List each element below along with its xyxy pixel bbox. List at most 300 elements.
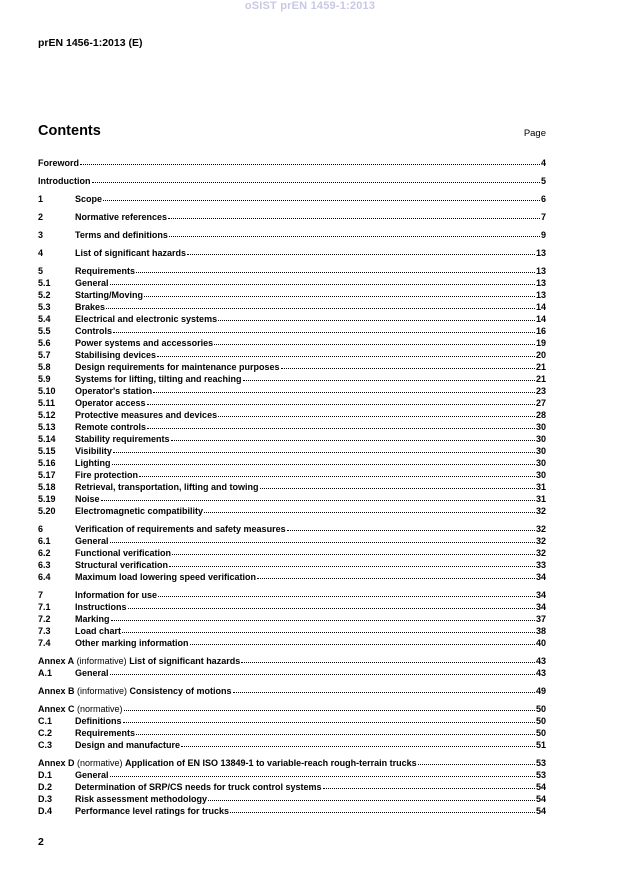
toc-entry[interactable]: [38, 325, 546, 337]
toc-entry-page: 53: [535, 758, 546, 768]
toc-entry-title: [75, 571, 256, 583]
toc-entry-title-text: Terms and definitions: [75, 230, 168, 240]
toc-entry[interactable]: [38, 637, 546, 649]
toc-entry-title-text: Noise: [75, 494, 100, 504]
toc-group: [38, 229, 546, 241]
toc-entry-page: 5: [540, 176, 546, 186]
toc-entry-title-text: Determination of SRP/CS needs for truck control systems: [75, 782, 322, 792]
toc-entry-page: 30: [535, 458, 546, 468]
toc-entry-number: 5.8: [38, 362, 51, 372]
toc-entry[interactable]: [38, 211, 546, 223]
toc-entry-title-text: Foreword: [38, 158, 80, 168]
toc-entry-title-text: Design requirements for maintenance purposes: [75, 362, 280, 372]
toc-entry-page: 7: [540, 212, 546, 222]
toc-entry[interactable]: [38, 727, 546, 739]
toc-leader-dots: [168, 211, 540, 219]
toc-leader-dots: [169, 559, 535, 567]
toc-leader-dots: [323, 781, 535, 789]
toc-entry-title-text: Controls: [75, 326, 112, 336]
toc-entry-page: 14: [535, 314, 546, 324]
toc-entry-title: [75, 325, 112, 337]
toc-entry-page: 34: [535, 590, 546, 600]
toc-entry-number: 5.16: [38, 458, 56, 468]
toc-entry-number: 7: [38, 590, 44, 600]
toc-entry-number: C.1: [38, 716, 53, 726]
toc-leader-dots: [243, 373, 535, 381]
toc-entry-page: 13: [535, 278, 546, 288]
toc-entry-page: 33: [535, 560, 546, 570]
toc-leader-dots: [281, 361, 535, 369]
toc-leader-dots: [110, 667, 535, 675]
toc-entry-title-text: Requirements: [75, 266, 136, 276]
toc-leader-dots: [122, 625, 535, 633]
toc-entry-number: 5.10: [38, 386, 56, 396]
toc-entry-title: [75, 805, 229, 817]
toc-entry[interactable]: [38, 601, 546, 613]
toc-entry-page: 28: [535, 410, 546, 420]
toc-entry-page: 50: [535, 728, 546, 738]
toc-entry-annex-type: (informative): [74, 686, 130, 696]
toc-entry-number: 5.14: [38, 434, 56, 444]
toc-entry-number: 2: [38, 212, 44, 222]
toc-leader-dots: [287, 523, 535, 531]
toc-leader-dots: [136, 727, 535, 735]
toc-entry-title-text: Electrical and electronic systems: [75, 314, 218, 324]
toc-entry-title-text: Definitions: [75, 716, 122, 726]
toc-entry-annex-title: Application of EN ISO 13849-1 to variable-reach rough-terrain trucks: [125, 758, 417, 768]
toc-entry-title: [75, 337, 213, 349]
document-id: prEN 1456-1:2013 (E): [38, 37, 143, 49]
toc-entry-number: 6.3: [38, 560, 51, 570]
toc-group: [38, 193, 546, 205]
toc-entry-title: [75, 613, 110, 625]
table-of-contents: [38, 157, 546, 823]
toc-entry-page: 38: [535, 626, 546, 636]
toc-entry-title-text: Normative references: [75, 212, 168, 222]
toc-entry[interactable]: [38, 781, 546, 793]
toc-entry[interactable]: [38, 715, 546, 727]
toc-leader-dots: [187, 247, 535, 255]
toc-entry[interactable]: [38, 397, 546, 409]
toc-entry-title-text: Fire protection: [75, 470, 139, 480]
toc-leader-dots: [147, 397, 535, 405]
toc-leader-dots: [110, 277, 535, 285]
toc-entry-number: 7.3: [38, 626, 51, 636]
toc-entry-number: A.1: [38, 668, 53, 678]
toc-entry-title: [75, 457, 111, 469]
toc-entry-number: 7.1: [38, 602, 51, 612]
toc-leader-dots: [172, 547, 535, 555]
toc-entry-title-text: Structural verification: [75, 560, 169, 570]
toc-entry-title: [75, 445, 112, 457]
toc-entry[interactable]: [38, 571, 546, 583]
toc-entry-page: 50: [535, 704, 546, 714]
toc-entry-title-text: Information for use: [75, 590, 158, 600]
toc-leader-dots: [113, 445, 535, 453]
toc-entry-page: 54: [535, 806, 546, 816]
toc-entry-number: 5.5: [38, 326, 51, 336]
toc-group: [38, 157, 546, 169]
toc-entry-title: [38, 655, 240, 667]
toc-entry-number: 5.13: [38, 422, 56, 432]
toc-entry-page: 30: [535, 446, 546, 456]
toc-entry[interactable]: [38, 769, 546, 781]
toc-leader-dots: [113, 325, 535, 333]
toc-entry-page: 32: [535, 536, 546, 546]
toc-entry[interactable]: [38, 667, 546, 679]
toc-entry-page: 23: [535, 386, 546, 396]
toc-entry-title: [75, 781, 322, 793]
toc-entry-title: [75, 589, 157, 601]
toc-entry-number: 5.17: [38, 470, 56, 480]
toc-entry-title: [75, 505, 203, 517]
toc-entry-title: [75, 625, 121, 637]
toc-entry-title-text: Visibility: [75, 446, 112, 456]
toc-entry-number: 7.4: [38, 638, 51, 648]
toc-entry-title: [75, 469, 138, 481]
toc-entry-title: [75, 301, 105, 313]
toc-leader-dots: [218, 313, 535, 321]
toc-entry-number: D.2: [38, 782, 53, 792]
toc-entry-page: 4: [540, 158, 546, 168]
toc-entry-page: 30: [535, 422, 546, 432]
toc-leader-dots: [171, 433, 535, 441]
toc-entry[interactable]: [38, 361, 546, 373]
toc-leader-dots: [260, 481, 535, 489]
toc-entry-title-text: Annex B: [38, 686, 75, 696]
toc-leader-dots: [208, 793, 535, 801]
toc-entry-page: 54: [535, 794, 546, 804]
toc-entry-number: 5.9: [38, 374, 51, 384]
toc-entry-annex-title: List of significant hazards: [129, 656, 241, 666]
toc-group: [38, 523, 546, 583]
toc-entry-title-text: Remote controls: [75, 422, 147, 432]
toc-entry-title: [75, 421, 146, 433]
toc-entry[interactable]: [38, 757, 546, 769]
toc-entry-page: 54: [535, 782, 546, 792]
toc-entry[interactable]: [38, 559, 546, 571]
toc-leader-dots: [144, 289, 535, 297]
toc-entry-title-text: Scope: [75, 194, 103, 204]
toc-entry[interactable]: [38, 547, 546, 559]
toc-entry[interactable]: [38, 373, 546, 385]
toc-entry[interactable]: [38, 289, 546, 301]
toc-entry[interactable]: [38, 613, 546, 625]
toc-entry[interactable]: [38, 277, 546, 289]
toc-entry-page: 37: [535, 614, 546, 624]
toc-entry-title-text: Requirements: [75, 728, 136, 738]
toc-entry-title-text: Instructions: [75, 602, 127, 612]
toc-entry[interactable]: [38, 703, 546, 715]
toc-leader-dots: [169, 229, 540, 237]
toc-entry-page: 49: [535, 686, 546, 696]
toc-leader-dots: [257, 571, 535, 579]
toc-entry-page: 31: [535, 494, 546, 504]
toc-entry[interactable]: [38, 433, 546, 445]
toc-leader-dots: [110, 535, 535, 543]
toc-entry-title-text: Stability requirements: [75, 434, 170, 444]
toc-leader-dots: [124, 703, 535, 711]
toc-entry-title-text: Retrieval, transportation, lifting and towing: [75, 482, 259, 492]
toc-entry-title: [75, 481, 259, 493]
toc-entry[interactable]: [38, 505, 546, 517]
toc-entry-title: [75, 289, 143, 301]
toc-entry-title-text: Operator's station: [75, 386, 153, 396]
toc-entry-title: [75, 523, 286, 535]
toc-entry-title: [75, 211, 167, 223]
toc-leader-dots: [233, 685, 535, 693]
toc-entry-page: 21: [535, 362, 546, 372]
toc-entry-title-text: List of significant hazards: [75, 248, 187, 258]
toc-group: [38, 589, 546, 649]
toc-entry-title: [38, 157, 79, 169]
toc-entry[interactable]: [38, 313, 546, 325]
toc-leader-dots: [128, 601, 535, 609]
toc-entry-title-text: Performance level ratings for trucks: [75, 806, 230, 816]
toc-entry-title: [75, 547, 171, 559]
toc-leader-dots: [147, 421, 535, 429]
toc-entry-page: 40: [535, 638, 546, 648]
toc-entry-number: 3: [38, 230, 44, 240]
toc-entry-number: 5.7: [38, 350, 51, 360]
toc-entry-title: [75, 493, 100, 505]
toc-leader-dots: [204, 505, 535, 513]
toc-entry-title-text: Introduction: [38, 176, 91, 186]
toc-entry-number: 5: [38, 266, 44, 276]
toc-entry[interactable]: [38, 229, 546, 241]
toc-entry-page: 30: [535, 470, 546, 480]
toc-entry-title-text: Operator access: [75, 398, 146, 408]
toc-leader-dots: [418, 757, 535, 765]
toc-entry[interactable]: [38, 739, 546, 751]
toc-entry-title-text: Functional verification: [75, 548, 172, 558]
toc-entry-page: 51: [535, 740, 546, 750]
toc-leader-dots: [214, 337, 535, 345]
toc-entry-title: [75, 193, 102, 205]
toc-leader-dots: [241, 655, 535, 663]
toc-entry-title: [75, 277, 109, 289]
toc-group: [38, 265, 546, 517]
toc-entry-title: [75, 769, 109, 781]
toc-entry-title: [75, 313, 217, 325]
toc-entry-title-text: Electromagnetic compatibility: [75, 506, 204, 516]
toc-leader-dots: [103, 193, 540, 201]
toc-entry-title-text: Marking: [75, 614, 110, 624]
toc-entry-number: 5.20: [38, 506, 56, 516]
toc-entry[interactable]: [38, 793, 546, 805]
toc-group: [38, 211, 546, 223]
toc-leader-dots: [136, 265, 535, 273]
toc-entry-number: 5.12: [38, 410, 56, 420]
toc-entry-number: 1: [38, 194, 44, 204]
toc-entry-title: [38, 685, 232, 697]
toc-entry-page: 32: [535, 524, 546, 534]
toc-entry-number: 5.11: [38, 398, 56, 408]
toc-entry-number: 7.2: [38, 614, 51, 624]
toc-leader-dots: [80, 157, 540, 165]
watermark: oSIST prEN 1459-1:2013: [244, 0, 376, 12]
toc-entry-number: 6.4: [38, 572, 51, 582]
toc-entry-title-text: Stabilising devices: [75, 350, 157, 360]
toc-entry-title: [75, 793, 207, 805]
toc-entry[interactable]: [38, 625, 546, 637]
toc-entry-page: 13: [535, 266, 546, 276]
toc-entry-title: [75, 361, 280, 373]
toc-entry-title-text: Maximum load lowering speed verification: [75, 572, 257, 582]
toc-entry[interactable]: [38, 481, 546, 493]
toc-entry-title-text: Lighting: [75, 458, 111, 468]
toc-entry-title-text: General: [75, 668, 109, 678]
toc-leader-dots: [157, 349, 535, 357]
toc-entry-title: [38, 175, 91, 187]
toc-entry[interactable]: [38, 337, 546, 349]
toc-leader-dots: [92, 175, 540, 183]
toc-entry-title-text: Other marking information: [75, 638, 189, 648]
toc-entry-title: [75, 265, 135, 277]
toc-entry-title: [75, 559, 168, 571]
toc-entry-annex-type: (normative): [74, 758, 126, 768]
toc-entry[interactable]: [38, 493, 546, 505]
toc-entry-title-text: Verification of requirements and safety measures: [75, 524, 286, 534]
toc-leader-dots: [181, 739, 535, 747]
toc-entry-page: 16: [535, 326, 546, 336]
toc-entry[interactable]: [38, 469, 546, 481]
toc-entry[interactable]: [38, 445, 546, 457]
toc-entry-page: 6: [540, 194, 546, 204]
toc-entry[interactable]: [38, 409, 546, 421]
toc-entry-title: [75, 601, 127, 613]
contents-title: Contents: [38, 123, 101, 139]
toc-entry-title-text: Load chart: [75, 626, 122, 636]
toc-entry-title: [75, 349, 156, 361]
toc-leader-dots: [190, 637, 535, 645]
toc-entry[interactable]: [38, 805, 546, 817]
toc-entry-title-text: Systems for lifting, tilting and reaching: [75, 374, 242, 384]
toc-entry-number: C.2: [38, 728, 53, 738]
toc-entry-page: 19: [535, 338, 546, 348]
toc-entry-title: [75, 715, 122, 727]
toc-entry-number: 4: [38, 248, 44, 258]
toc-entry-page: 32: [535, 506, 546, 516]
page-number: 2: [38, 836, 44, 848]
toc-entry-annex-type: (informative): [74, 656, 130, 666]
toc-entry[interactable]: [38, 175, 546, 187]
toc-entry[interactable]: [38, 655, 546, 667]
toc-entry[interactable]: [38, 589, 546, 601]
toc-entry-page: 9: [540, 230, 546, 240]
toc-entry-page: 43: [535, 656, 546, 666]
toc-entry-number: 5.1: [38, 278, 51, 288]
toc-entry-page: 53: [535, 770, 546, 780]
toc-group: [38, 247, 546, 259]
toc-entry[interactable]: [38, 457, 546, 469]
toc-leader-dots: [110, 769, 535, 777]
toc-entry[interactable]: [38, 523, 546, 535]
toc-leader-dots: [218, 409, 535, 417]
toc-entry-title: [75, 373, 242, 385]
toc-entry-page: 31: [535, 482, 546, 492]
toc-group: [38, 655, 546, 679]
toc-entry-page: 27: [535, 398, 546, 408]
toc-entry[interactable]: [38, 421, 546, 433]
toc-entry-title-text: Risk assessment methodology: [75, 794, 208, 804]
toc-entry-title-text: Annex D: [38, 758, 75, 768]
toc-group: [38, 685, 546, 697]
toc-entry-title: [38, 757, 417, 769]
toc-entry-title-text: Brakes: [75, 302, 106, 312]
toc-entry[interactable]: [38, 247, 546, 259]
toc-entry-annex-title: Consistency of motions: [129, 686, 232, 696]
toc-entry-title-text: Annex C: [38, 704, 75, 714]
toc-leader-dots: [101, 493, 535, 501]
toc-entry-title-text: Power systems and accessories: [75, 338, 214, 348]
toc-entry-number: 5.4: [38, 314, 51, 324]
toc-entry-title-text: General: [75, 770, 109, 780]
toc-entry-number: 5.15: [38, 446, 56, 456]
toc-entry-page: 14: [535, 302, 546, 312]
toc-leader-dots: [106, 301, 535, 309]
toc-entry-page: 34: [535, 572, 546, 582]
toc-entry[interactable]: [38, 685, 546, 697]
toc-entry[interactable]: [38, 385, 546, 397]
toc-leader-dots: [158, 589, 535, 597]
toc-entry-page: 43: [535, 668, 546, 678]
toc-entry-page: 34: [535, 602, 546, 612]
toc-entry-title: [75, 727, 135, 739]
toc-entry-page: 20: [535, 350, 546, 360]
toc-entry-page: 13: [535, 248, 546, 258]
toc-leader-dots: [139, 469, 535, 477]
toc-entry[interactable]: [38, 193, 546, 205]
toc-entry-page: 30: [535, 434, 546, 444]
toc-entry-title: [75, 433, 170, 445]
toc-entry-number: 5.18: [38, 482, 56, 492]
toc-group: [38, 703, 546, 751]
toc-entry-page: 50: [535, 716, 546, 726]
toc-entry[interactable]: [38, 301, 546, 313]
toc-entry-title: [75, 247, 186, 259]
toc-entry-title-text: Design and manufacture: [75, 740, 181, 750]
toc-entry-number: D.3: [38, 794, 53, 804]
toc-entry-title: [75, 229, 168, 241]
toc-entry-title: [75, 739, 180, 751]
toc-leader-dots: [230, 805, 535, 813]
toc-entry-title: [75, 397, 146, 409]
toc-entry-number: 6: [38, 524, 44, 534]
toc-entry-title-text: General: [75, 278, 109, 288]
toc-entry-title-text: Annex A: [38, 656, 75, 666]
toc-entry-title: [75, 667, 109, 679]
toc-entry-title: [75, 535, 109, 547]
toc-entry-title-text: Protective measures and devices: [75, 410, 218, 420]
toc-entry[interactable]: [38, 265, 546, 277]
toc-entry-page: 13: [535, 290, 546, 300]
toc-leader-dots: [153, 385, 535, 393]
page-column-header: Page: [523, 128, 546, 139]
toc-entry[interactable]: [38, 535, 546, 547]
toc-entry-number: D.4: [38, 806, 53, 816]
toc-entry-page: 21: [535, 374, 546, 384]
toc-entry[interactable]: [38, 349, 546, 361]
toc-entry-page: 32: [535, 548, 546, 558]
toc-entry-number: D.1: [38, 770, 53, 780]
toc-group: [38, 175, 546, 187]
toc-entry-number: 5.19: [38, 494, 56, 504]
toc-entry-title: [75, 637, 189, 649]
toc-entry-number: 6.1: [38, 536, 51, 546]
toc-entry-number: C.3: [38, 740, 53, 750]
toc-entry[interactable]: [38, 157, 546, 169]
